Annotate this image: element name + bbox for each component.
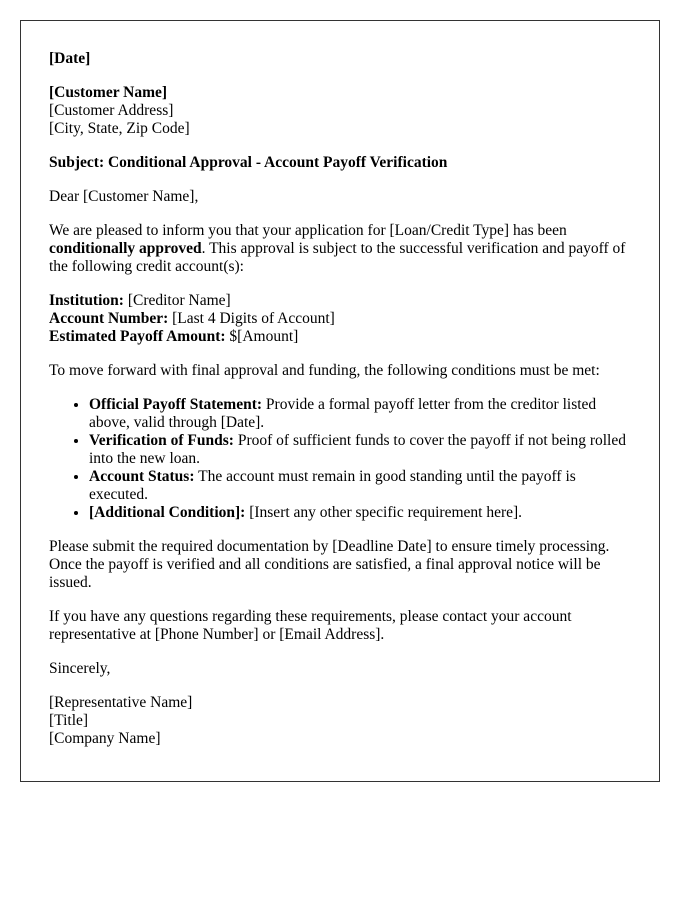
closing: Sincerely, [49,660,111,677]
account-number-value: [Last 4 Digits of Account] [172,310,335,327]
payoff-amount-label: Estimated Payoff Amount: [49,328,226,345]
letter-date: [Date] [49,50,91,67]
letter-page [20,20,660,782]
representative-name: [Representative Name] [49,694,193,711]
condition-label: Account Status: [89,468,195,485]
institution-label: Institution: [49,292,124,309]
recipient-address: [Customer Address] [49,102,174,119]
company-name: [Company Name] [49,730,161,747]
representative-title: [Title] [49,712,89,729]
condition-text: The account must remain in good standing until the payoff is executed. [89,468,576,503]
condition-label: [Additional Condition]: [89,504,246,521]
condition-item [89,432,631,468]
condition-item [89,468,631,504]
intro-text-start: We are pleased to inform you that your application for [Loan/Credit Type] has been [49,222,567,239]
signature-block [49,694,631,748]
intro-text-end: . This approval is subject to the successful verification and payoff of the following credit account(s): [49,240,626,275]
condition-text: Proof of sufficient funds to cover the payoff if not being rolled into the new loan. [89,432,626,467]
account-number-line [49,310,631,328]
subject-block [49,154,631,172]
submission-paragraph: Please submit the required documentation by [Deadline Date] to ensure timely processing. Once the payoff is verified and all conditions are satisfied, a final approval notice will be issued. [49,538,610,591]
condition-text: Provide a formal payoff letter from the creditor listed above, valid through [Date]. [89,396,597,431]
account-number-label: Account Number: [49,310,169,327]
contact-paragraph: If you have any questions regarding these requirements, please contact your account representative at [Phone Number] or [Email Address]. [49,608,572,643]
condition-label: Verification of Funds: [89,432,234,449]
condition-item [89,396,631,432]
intro-paragraph [49,222,631,276]
condition-label: Official Payoff Statement: [89,396,263,413]
account-details [49,292,631,346]
condition-text: [Insert any other specific requirement here]. [249,504,523,521]
conditions-list [49,396,631,522]
condition-item [89,504,631,522]
subject-line: Subject: Conditional Approval - Account Payoff Verification [49,154,448,171]
payoff-amount-line [49,328,631,346]
recipient-block [49,84,631,138]
institution-line [49,292,631,310]
conditions-intro: To move forward with final approval and funding, the following conditions must be met: [49,362,600,379]
recipient-name: [Customer Name] [49,84,168,101]
recipient-city-state-zip: [City, State, Zip Code] [49,120,190,137]
letter-date-block [49,50,631,68]
salutation: Dear [Customer Name], [49,188,199,205]
payoff-amount-value: $[Amount] [229,328,299,345]
institution-value: [Creditor Name] [127,292,231,309]
intro-bold-text: conditionally approved [49,240,202,257]
